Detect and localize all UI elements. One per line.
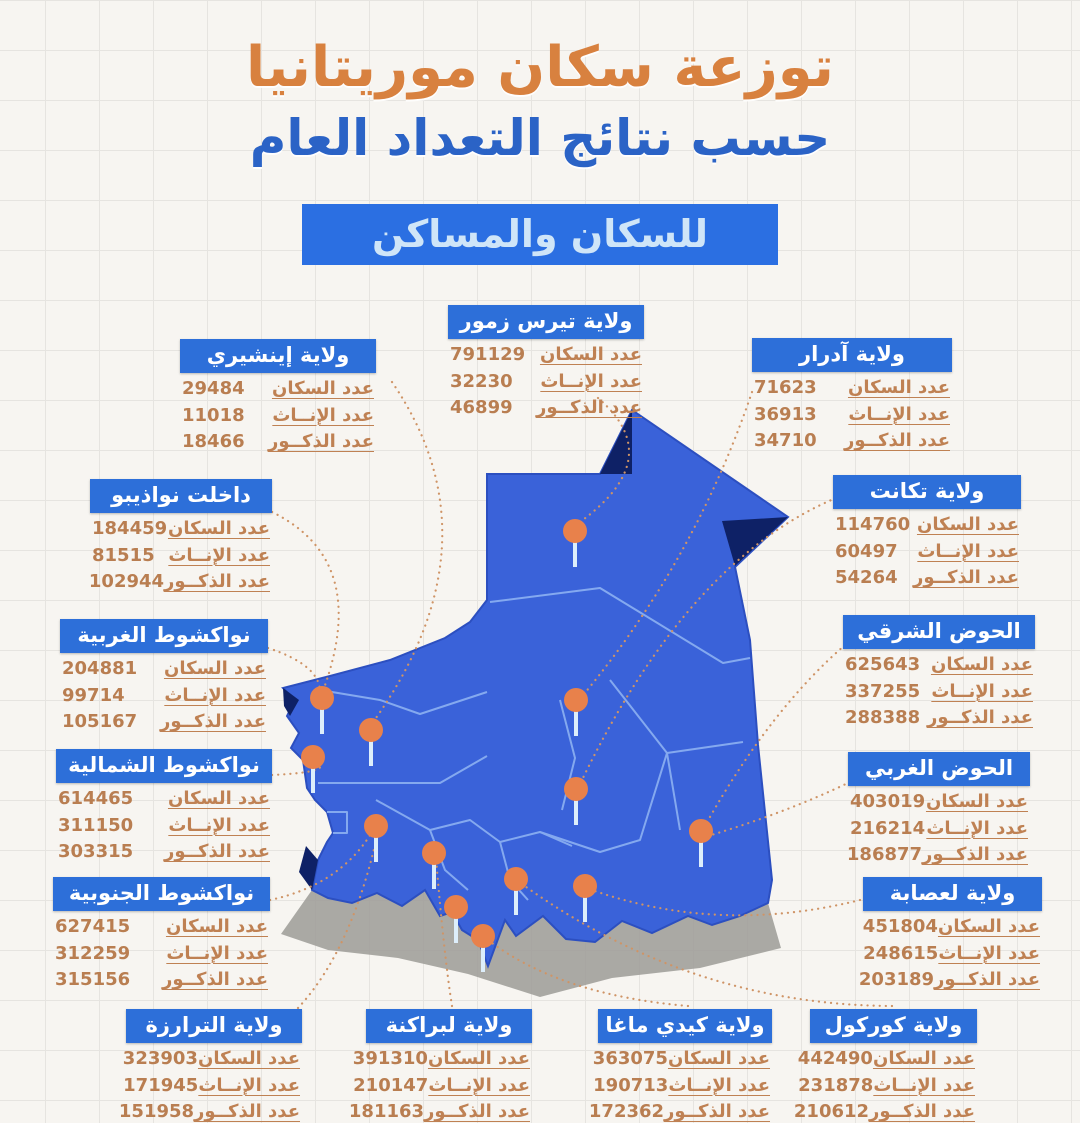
- stat-label: عدد الإنــاث: [668, 1074, 770, 1096]
- region-card: [56, 749, 272, 863]
- stat-label: عدد الذكــور: [268, 431, 374, 453]
- stat-value: 114760: [835, 514, 911, 536]
- stat-label: عدد الإنــاث: [164, 684, 266, 706]
- stat-label: عدد الذكــور: [869, 1101, 975, 1123]
- stat-value: 625643: [845, 654, 921, 676]
- stat-label: عدد السكان: [937, 916, 1040, 938]
- region-title: ولاية كيدي ماغا: [598, 1009, 772, 1043]
- stat-row: [180, 432, 376, 453]
- stat-value: 231878: [798, 1074, 874, 1096]
- stat-value: 81515: [92, 544, 155, 566]
- stat-row: [122, 1048, 302, 1070]
- region-card: [848, 752, 1030, 866]
- region-card: [118, 1009, 302, 1123]
- stat-value: 203189: [858, 969, 935, 991]
- stat-label: عدد السكان: [872, 1048, 975, 1070]
- stat-label: عدد الذكــور: [164, 571, 270, 593]
- stat-row: [858, 969, 1042, 991]
- banner-title: للسكان والمساكن: [302, 204, 778, 265]
- stat-value: 102944: [88, 571, 165, 593]
- stat-label: عدد الذكــور: [424, 1101, 530, 1123]
- stat-label: عدد السكان: [163, 658, 266, 680]
- region-title: الحوض الغربي: [848, 752, 1030, 786]
- region-card: [843, 615, 1035, 729]
- stat-value: 627415: [55, 916, 131, 938]
- stat-row: [60, 712, 268, 733]
- stat-value: 11018: [182, 404, 245, 426]
- stat-row: [833, 568, 1021, 589]
- stat-label: عدد السكان: [165, 916, 268, 938]
- stat-value: 54264: [835, 567, 898, 589]
- stat-value: 46899: [450, 397, 513, 419]
- stat-row: [798, 1074, 977, 1097]
- stat-row: [843, 682, 1035, 703]
- stat-value: 29484: [182, 378, 245, 400]
- stat-value: 99714: [62, 684, 125, 706]
- stat-value: 204881: [62, 658, 138, 680]
- stat-value: 315156: [55, 969, 131, 991]
- stat-label: عدد الإنــاث: [848, 403, 950, 425]
- stat-value: 18466: [182, 431, 245, 453]
- stat-row: [90, 519, 272, 540]
- stat-row: [593, 1074, 772, 1097]
- stat-value: 791129: [450, 344, 526, 366]
- stat-value: 442490: [797, 1048, 873, 1070]
- region-title: ولاية تيرس زمور: [448, 305, 644, 339]
- region-title: ولاية كوركول: [810, 1009, 977, 1043]
- stat-row: [56, 789, 272, 810]
- stat-label: عدد السكان: [916, 514, 1019, 536]
- stat-label: عدد الذكــور: [927, 707, 1033, 729]
- stat-label: عدد السكان: [667, 1048, 770, 1070]
- stat-label: عدد الذكــور: [194, 1101, 300, 1123]
- stat-label: عدد الإنــاث: [168, 814, 270, 836]
- stat-label: عدد السكان: [427, 1048, 530, 1070]
- stat-label: عدد السكان: [167, 518, 270, 540]
- region-title: ولاية لبراكنة: [366, 1009, 532, 1043]
- stat-value: 184459: [92, 518, 168, 540]
- stat-value: 151958: [118, 1101, 195, 1123]
- header: [0, 30, 1080, 265]
- stat-row: [863, 917, 1042, 938]
- stat-row: [833, 542, 1021, 563]
- region-card: [752, 338, 952, 452]
- connector-curve: [272, 512, 339, 688]
- stat-label: عدد السكان: [197, 1048, 300, 1070]
- stat-value: 32230: [450, 370, 513, 392]
- stat-label: عدد الإنــاث: [926, 817, 1028, 839]
- stat-row: [752, 431, 952, 452]
- stat-label: عدد الإنــاث: [931, 680, 1033, 702]
- stat-row: [592, 1048, 772, 1070]
- stat-value: 36913: [754, 403, 817, 425]
- region-card: [90, 479, 272, 593]
- stat-row: [352, 1048, 532, 1070]
- region-title: نواكشوط الشمالية: [56, 749, 272, 783]
- stat-row: [833, 515, 1021, 536]
- region-card: [588, 1009, 772, 1123]
- stat-row: [848, 845, 1030, 866]
- region-title: ولاية لعصابة: [863, 877, 1042, 911]
- stat-label: عدد الذكــور: [536, 397, 642, 419]
- stat-row: [180, 406, 376, 427]
- region-card: [60, 619, 268, 733]
- stat-value: 181163: [348, 1101, 425, 1123]
- stat-value: 71623: [754, 377, 817, 399]
- stat-value: 323903: [122, 1048, 198, 1070]
- stat-value: 403019: [850, 791, 926, 813]
- stat-label: عدد الإنــاث: [540, 370, 642, 392]
- main-title: توزعة سكان موريتانيا: [246, 35, 834, 100]
- stat-row: [60, 686, 268, 707]
- stat-label: عدد الذكــور: [844, 430, 950, 452]
- stat-value: 248615: [863, 942, 939, 964]
- region-card: [448, 305, 644, 419]
- stat-label: عدد الذكــور: [922, 844, 1028, 866]
- stat-label: عدد الإنــاث: [272, 404, 374, 426]
- region-title: ولاية الترارزة: [126, 1009, 302, 1043]
- stat-value: 312259: [55, 942, 131, 964]
- stat-value: 190713: [593, 1074, 669, 1096]
- stat-value: 210612: [793, 1101, 870, 1123]
- stat-value: 210147: [353, 1074, 429, 1096]
- stat-label: عدد الذكــور: [162, 969, 268, 991]
- stat-row: [752, 378, 952, 399]
- region-title: الحوض الشرقي: [843, 615, 1035, 649]
- stat-label: عدد الإنــاث: [166, 942, 268, 964]
- region-title: ولاية آدرار: [752, 338, 952, 372]
- stat-row: [588, 1101, 772, 1123]
- stat-label: عدد الإنــاث: [873, 1074, 975, 1096]
- stat-label: عدد الذكــور: [913, 567, 1019, 589]
- stat-row: [843, 708, 1035, 729]
- stat-label: عدد الإنــاث: [168, 544, 270, 566]
- stat-label: عدد السكان: [847, 377, 950, 399]
- stat-value: 216214: [850, 817, 926, 839]
- stat-value: 34710: [754, 430, 817, 452]
- stat-value: 288388: [845, 707, 921, 729]
- stat-label: عدد الذكــور: [934, 969, 1040, 991]
- stat-value: 303315: [58, 841, 134, 863]
- stat-label: عدد السكان: [925, 791, 1028, 813]
- stat-value: 363075: [592, 1048, 668, 1070]
- region-title: داخلت نواذيبو: [90, 479, 272, 513]
- stat-value: 172362: [588, 1101, 665, 1123]
- stat-row: [448, 372, 644, 393]
- stat-row: [848, 792, 1030, 813]
- stat-row: [863, 944, 1042, 965]
- stat-row: [118, 1101, 302, 1123]
- stat-row: [180, 379, 376, 400]
- stat-label: عدد الإنــاث: [198, 1074, 300, 1096]
- stat-row: [348, 1101, 532, 1123]
- stat-row: [90, 546, 272, 567]
- map-landmass: [283, 410, 788, 966]
- stat-row: [123, 1074, 302, 1097]
- stat-row: [53, 944, 270, 965]
- stat-row: [53, 970, 270, 991]
- region-card: [348, 1009, 532, 1123]
- stat-value: 186877: [846, 844, 923, 866]
- stat-label: عدد السكان: [167, 788, 270, 810]
- stat-row: [56, 842, 272, 863]
- stat-label: عدد الإنــاث: [428, 1074, 530, 1096]
- stat-value: 391310: [352, 1048, 428, 1070]
- region-title: نواكشوط الغربية: [60, 619, 268, 653]
- stat-value: 451804: [862, 916, 938, 938]
- stat-label: عدد الإنــاث: [917, 540, 1019, 562]
- stat-value: 614465: [58, 788, 134, 810]
- stat-value: 311150: [58, 814, 134, 836]
- stat-row: [90, 572, 272, 593]
- stat-row: [797, 1048, 977, 1070]
- stat-value: 171945: [123, 1074, 199, 1096]
- stat-label: عدد الذكــور: [160, 711, 266, 733]
- stat-value: 337255: [845, 680, 921, 702]
- region-card: [793, 1009, 977, 1123]
- stat-row: [60, 659, 268, 680]
- stat-label: عدد السكان: [539, 344, 642, 366]
- stat-row: [848, 819, 1030, 840]
- stat-label: عدد الذكــور: [664, 1101, 770, 1123]
- region-card: [858, 877, 1042, 991]
- stat-row: [448, 345, 644, 366]
- stat-label: عدد الإنــاث: [938, 942, 1040, 964]
- region-title: ولاية إينشيري: [180, 339, 376, 373]
- subtitle: حسب نتائج التعداد العام: [249, 108, 831, 167]
- stat-value: 60497: [835, 540, 898, 562]
- region-title: نواكشوط الجنوبية: [53, 877, 270, 911]
- stat-label: عدد الذكــور: [164, 841, 270, 863]
- stat-label: عدد السكان: [930, 654, 1033, 676]
- stat-label: عدد السكان: [271, 378, 374, 400]
- region-title: ولاية تكانت: [833, 475, 1021, 509]
- stat-value: 105167: [62, 711, 138, 733]
- stat-row: [752, 405, 952, 426]
- region-card: [180, 339, 376, 453]
- stat-row: [448, 398, 644, 419]
- stat-row: [843, 655, 1035, 676]
- stat-row: [353, 1074, 532, 1097]
- region-card: [53, 877, 270, 991]
- stat-row: [56, 816, 272, 837]
- region-card: [833, 475, 1021, 589]
- stat-row: [793, 1101, 977, 1123]
- stat-row: [53, 917, 270, 938]
